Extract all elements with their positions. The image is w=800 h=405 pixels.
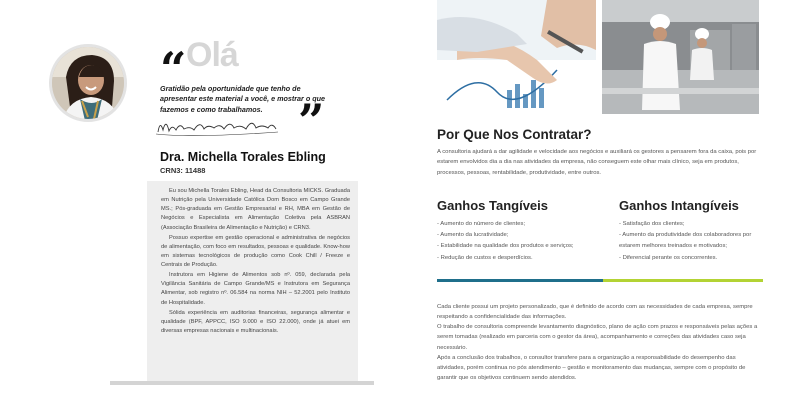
process-paragraph: O trabalho de consultoria compreende levantamento diagnóstico, plano de ação com prazos e responsáveis pelas ações a serem tomadas (realizado em parceria com o gestor da área), acompanhamento e correções das atividades caso seja necessário. xyxy=(437,324,758,351)
intangible-gains-heading: Ganhos Intangíveis xyxy=(619,198,739,213)
intangible-gains-list xyxy=(619,219,769,264)
list-item: - Aumento da produtividade dos colaboradores por estarem melhores treinados e motivados; xyxy=(619,232,752,250)
business-hands-photo xyxy=(437,0,596,114)
bio-paragraph: Possuo expertise em gestão operacional e administrativa de negócios de alimentação, com foco em resultados, pessoas e qualidade. Know-how em sistemas tecnológicos de produção como Cook Chill / Freeze e Centrais de Produção. xyxy=(161,234,350,268)
bio-box xyxy=(147,181,358,383)
intro-text: Gratidão pela oportunidade que tenho de apresentar este material a você, e mostrar o que fazemos e como trabalhamos. xyxy=(160,84,325,114)
list-item: - Aumento do número de clientes; xyxy=(437,221,526,227)
divider-green xyxy=(603,279,763,282)
divider-blue xyxy=(437,279,603,282)
process-paragraph: Após a conclusão dos trabalhos, o consultor transfere para a organização a responsabilidade do desempenho das atividades, porém continua no pós atendimento – gestão e monitoramento das mudanças, sempre com o propósito de garantir que os objetivos continuem sendo atendidos. xyxy=(437,354,746,382)
tangible-gains-list xyxy=(437,219,612,264)
signature xyxy=(154,114,284,140)
doctor-name: Dra. Michella Torales Ebling xyxy=(160,150,326,164)
process-description xyxy=(437,302,765,383)
list-item: - Redução de custos e desperdícios. xyxy=(437,254,533,261)
close-quote-mark: ” xyxy=(298,94,325,148)
bio-box-underline xyxy=(110,381,374,385)
bio-paragraph: Instrutora em Higiene de Alimentos sob nº. 059, declarada pela Vigilância Sanitária de Campo Grande/MS e Instrutora em Segurança Alimentar, sob registro nº. 06.584 na norma NIH – 52.2001 pelo Instituto de Hospitalidade. xyxy=(161,272,350,306)
why-hire-text: A consultoria ajudará a dar agilidade e velocidade aos negócios e auxiliará os gestores a pensarem fora da caixa, pois por estarem envolvidos dia a dia nas atividades da empresa, não conseguem este olhar mais clínico, seja em produtos, processos, pessoas, rentabilidade, produtividade, entre outros. xyxy=(437,149,757,176)
greeting-heading: Olá xyxy=(186,36,238,74)
bio-paragraph: Sólida experiência em auditorias financeiras, segurança alimentar e qualidade (BPF, APPCC, ISO 9.000 e ISO 22.000), onde já atuei em diversas empresas nacionais e multinacionais. xyxy=(161,309,350,334)
list-item: - Aumento da lucratividade; xyxy=(437,232,509,239)
process-paragraph: Cada cliente possui um projeto personalizado, que é definido de acordo com as necessidades de cada empresa, sempre respeitando a confidencialidade das informações. xyxy=(437,304,753,321)
list-item: - Estabilidade na qualidade dos produtos e serviços; xyxy=(437,243,574,250)
profile-photo xyxy=(49,44,127,122)
why-hire-heading: Por Que Nos Contratar? xyxy=(437,127,592,142)
kitchen-chefs-photo xyxy=(602,0,759,114)
bio-paragraph: Eu sou Michella Torales Ebling, Head da Consultoria MICKS. Graduada em Nutrição pela Universidade Católica Dom Bosco em Campo Grande MS.; Pós-graduada em Gestão Empresarial e RH, MBA em Gestão de Negócios e Especialista em Alimentação Coletiva pela ASBRAN (Associação Brasileira de Alimentação e Nutrição) e CRN3. xyxy=(161,188,350,231)
crn-number: CRN3: 11488 xyxy=(160,166,206,175)
list-item: - Satisfação dos clientes; xyxy=(619,221,685,227)
list-item: - Diferencial perante os concorrentes. xyxy=(619,254,718,261)
open-quote-mark: “ xyxy=(160,42,187,96)
tangible-gains-heading: Ganhos Tangíveis xyxy=(437,198,549,213)
